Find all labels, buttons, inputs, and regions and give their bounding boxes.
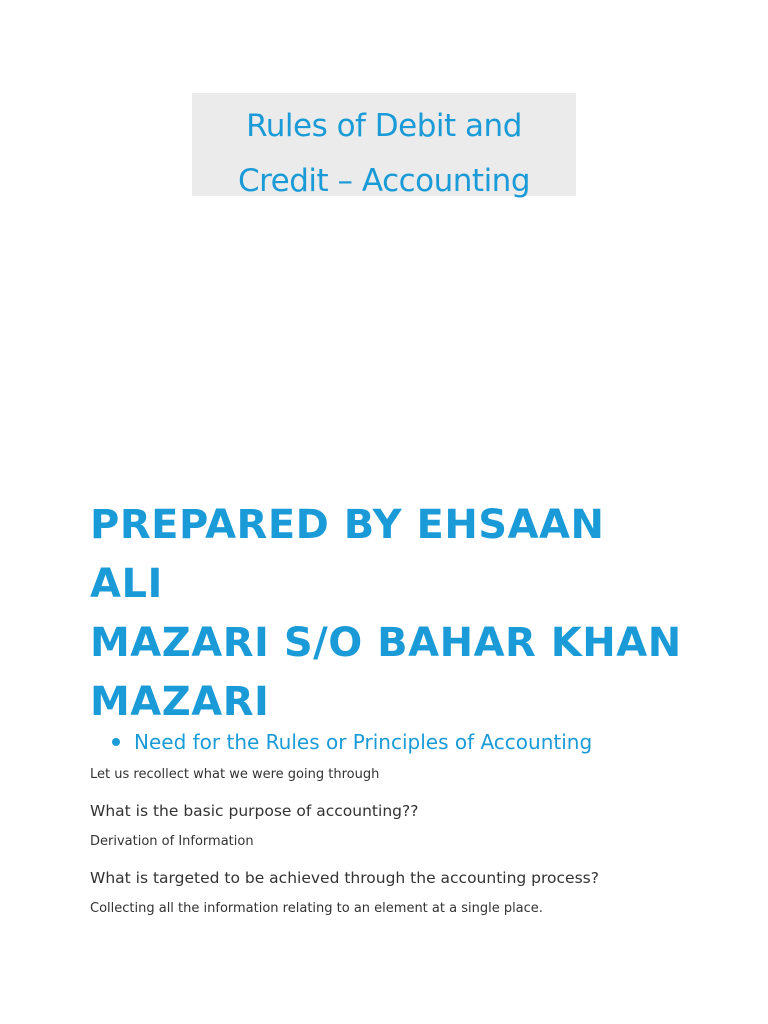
author-line-1: PREPARED BY EHSAAN ALI <box>90 502 605 607</box>
bullet-icon <box>112 738 120 746</box>
title-line-1: Rules of Debit and <box>246 108 522 144</box>
bullet-heading <box>112 728 592 756</box>
bullet-heading-text: Need for the Rules or Principles of Accounting <box>134 730 593 754</box>
author-line-2: MAZARI S/O BAHAR KHAN <box>90 620 682 666</box>
paragraph-basic-purpose: What is the basic purpose of accounting?? <box>90 802 419 820</box>
title-box <box>192 93 576 199</box>
paragraph-derivation: Derivation of Information <box>90 834 254 849</box>
author-heading <box>90 496 690 732</box>
author-line-3: MAZARI <box>90 679 270 725</box>
paragraph-recollect: Let us recollect what we were going through <box>90 767 380 782</box>
paragraph-targeted: What is targeted to be achieved through the accounting process? <box>90 869 599 887</box>
paragraph-collecting: Collecting all the information relating to an element at a single place. <box>90 901 543 916</box>
title-line-2: Credit – Accounting <box>237 163 531 199</box>
